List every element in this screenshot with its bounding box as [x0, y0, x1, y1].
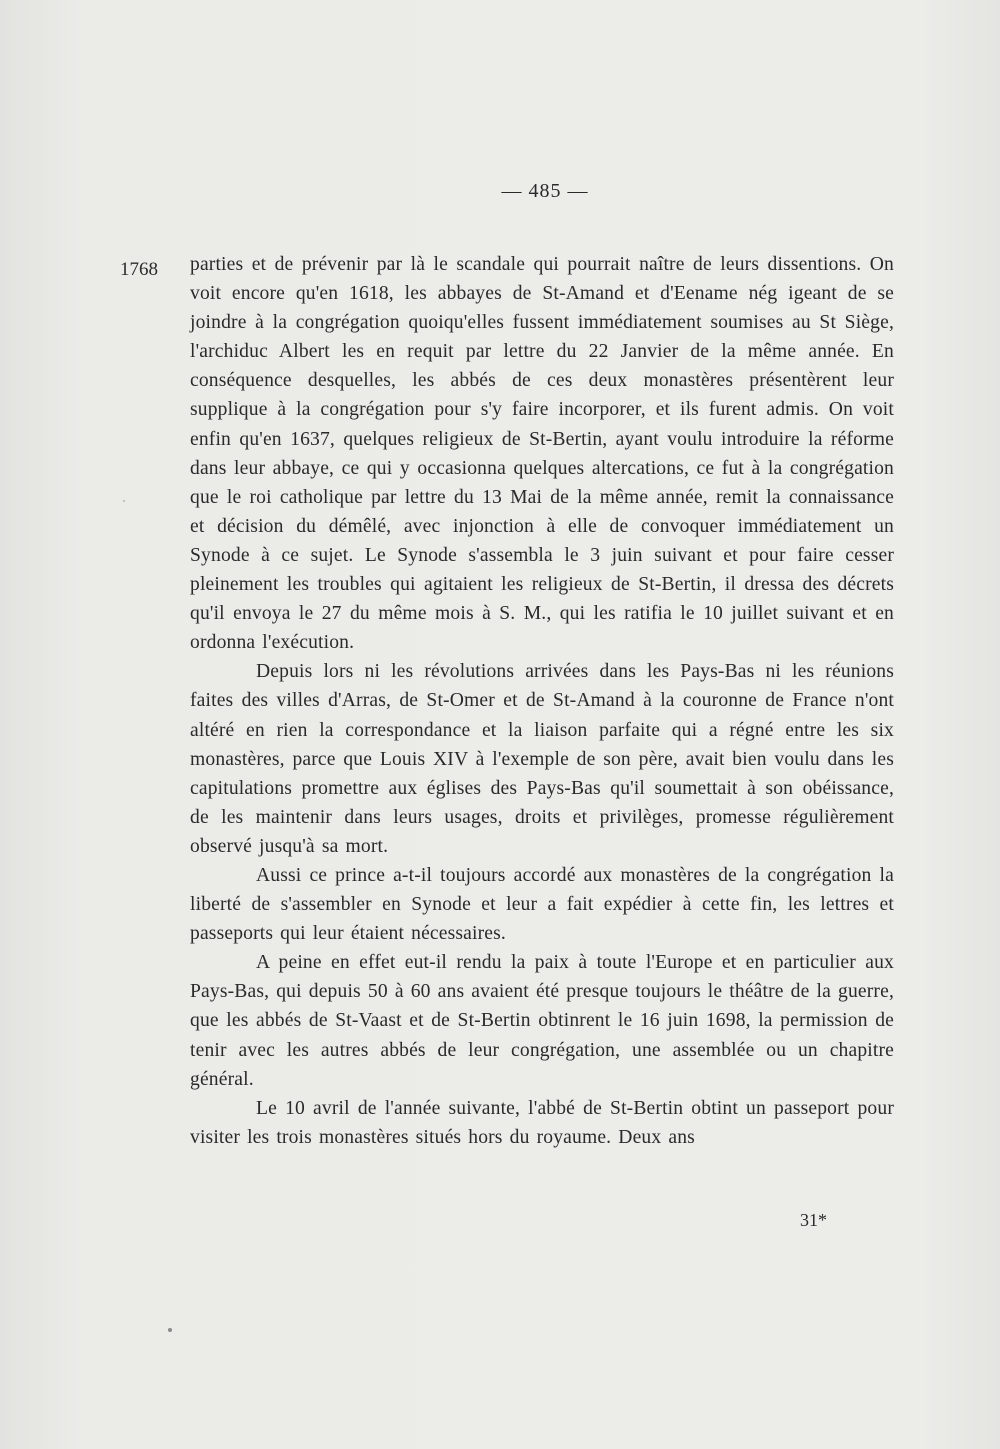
paragraph-1: parties et de prévenir par là le scandale qui pourrait naître de leurs dissentions. On voit encore qu'en 1618, les abbayes de St-Amand et d'Eename nég igeant de se joindre à la congrégation quoiqu'elles fussent immédiatement soumises au St Siège, l'archiduc Albert les en requit par lettre du 22 Janvier de la même année. En conséquence desquelles, les abbés de ces deux monastères présentèrent leur supplique à la congrégation pour s'y faire incorporer, et ils furent admis. On voit enfin qu'en 1637, quelques religieux de St-Bertin, ayant voulu introduire la réforme dans leur abbaye, ce qui y occasionna quelques altercations, ce fut à la congrégation que le roi catholique par lettre du 13 Mai de la même année, remit la connaissance et décision du démêlé, avec injonction à elle de convoquer immédiatement un Synode à ce sujet. Le Synode s'assembla le 3 juin suivant et pour faire cesser pleinement les troubles qui agitaient les religieux de St-Bertin, il dressa des décrets qu'il envoya le 27 du même mois à S. M., qui les ratifia le 10 juillet suivant et en ordonna l'exécution.: [190, 254, 894, 654]
paragraph-3: Aussi ce prince a-t-il toujours accordé aux monastères de la congrégation la liberté de s'assembler en Synode et leur a fait expédier à cette fin, les lettres et passeports qui leur étaient nécessaires.: [190, 864, 894, 945]
body-text: [190, 250, 894, 1152]
paper-speck: [168, 1328, 172, 1332]
paragraph-4: A peine en effet eut-il rendu la paix à toute l'Europe et en particulier aux Pays-Bas, qui depuis 50 à 60 ans avaient été presque toujours le théâtre de la guerre, que les abbés de St-Vaast et de St-Bertin obtinrent le 16 juin 1698, la permission de tenir avec les autres abbés de leur congrégation, une assemblée ou un chapitre général.: [190, 952, 894, 1090]
page-number: — 485 —: [501, 180, 589, 202]
margin-year: 1768: [120, 259, 158, 280]
paper-speck: [123, 500, 125, 502]
paragraph-2: Depuis lors ni les révolutions arrivées dans les Pays-Bas ni les réunions faites des villes d'Arras, de St-Omer et de St-Amand à la couronne de France n'ont altéré en rien la correspondance et la liaison parfaite qui a régné entre les six monastères, parce que Louis XIV à l'exemple de son père, avait bien voulu dans les capitulations promettre aux églises des Pays-Bas qu'il soumettait à son obéissance, de les maintenir dans leurs usages, droits et privilèges, promesse régulièrement observé jusqu'à sa mort.: [190, 661, 894, 857]
paragraph-5: Le 10 avril de l'année suivante, l'abbé de St-Bertin obtint un passeport pour visiter les trois monastères situés hors du royaume. Deux ans: [190, 1097, 894, 1148]
signature-mark: 31*: [800, 1210, 827, 1230]
